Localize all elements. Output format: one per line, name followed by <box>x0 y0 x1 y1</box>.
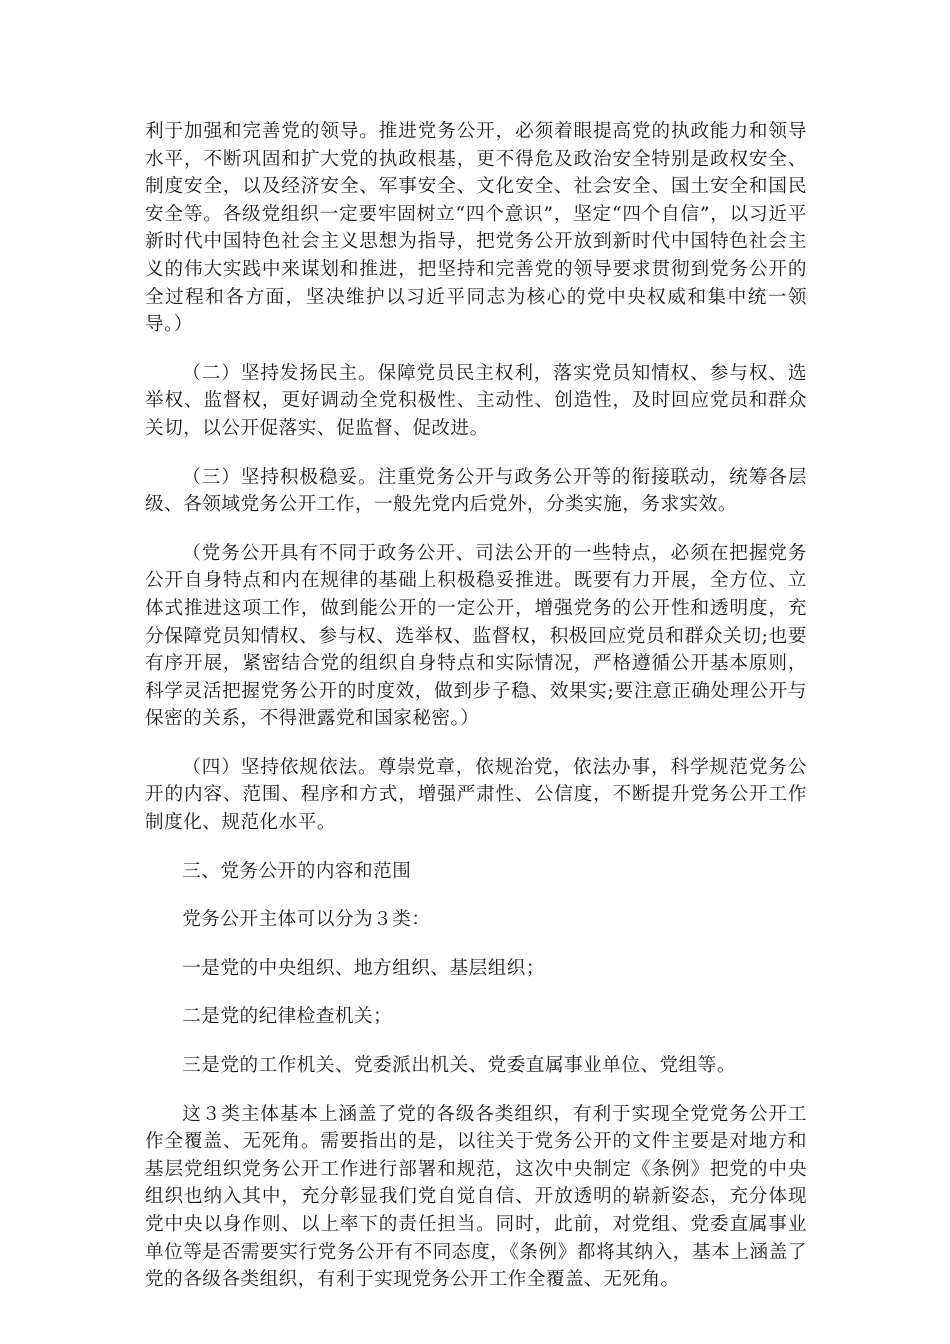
paragraph-gap <box>145 1031 807 1052</box>
paragraph-gap <box>145 733 807 754</box>
paragraph-gap <box>145 885 807 906</box>
paragraph-subjects-summary: 这３类主体基本上涵盖了党的各级各类组织，有利于实现全党党务公开工作全覆盖、无死角。需要指出的是，以往关于党务公开的文件主要是对地方和基层党组织党务公开工作进行部署和规范，这次中央制定《条例》把党的中央组织也纳入其中，充分彰显我们党自觉自信、开放透明的崭新姿态，充分体现党中央以身作则、以上率下的责任担当。同时，此前，对党组、党委直属事业单位等是否需要实行党务公开有不同态度，《条例》都将其纳入，基本上涵盖了党的各级各类组织，有利于实现党务公开工作全覆盖、无死角。 <box>145 1103 807 1291</box>
paragraph-principle-3-note: （党务公开具有不同于政务公开、司法公开的一些特点，必须在把握党务公开自身特点和内在规律的基础上积极稳妥推进。既要有力开展，全方位、立体式推进这项工作，做到能公开的一定公开，增强党务的公开性和透明度，充分保障党员知情权、参与权、选举权、监督权，积极回应党员和群众关切;也要有序开展，紧密结合党的组织自身特点和实际情况，严格遵循公开基本原则，科学灵活把握党务公开的时度效，做到步子稳、效果实;要注意正确处理公开与保密的关系，不得泄露党和国家秘密。） <box>145 542 807 730</box>
list-item-subject-3: 三是党的工作机关、党委派出机关、党委直属事业单位、党组等。 <box>182 1055 736 1077</box>
paragraph-gap <box>145 982 807 1003</box>
document-page <box>145 118 807 1294</box>
paragraph-principle-3: （三）坚持积极稳妥。注重党务公开与政务公开等的衔接联动，统筹各层级、各领域党务公开工作，一般先党内后党外，分类实施，务求实效。 <box>145 466 807 516</box>
paragraph-principle-2: （二）坚持发扬民主。保障党员民主权利，落实党员知情权、参与权、选举权、监督权，更好调动全党积极性、主动性、创造性，及时回应党员和群众关切，以公开促落实、促监督、促改进。 <box>145 362 807 439</box>
list-item-subject-1: 一是党的中央组织、地方组织、基层组织； <box>182 957 545 979</box>
list-item-subject-2: 二是党的纪律检查机关； <box>182 1006 393 1028</box>
paragraph-gap <box>145 519 807 540</box>
paragraph-subjects-intro: 党务公开主体可以分为３类： <box>182 909 431 931</box>
paragraph-continuation: 利于加强和完善党的领导。推进党务公开，必须着眼提高党的执政能力和领导水平，不断巩固和扩大党的执政根基，更不得危及政治安全特别是政权安全、制度安全，以及经济安全、军事安全、文化安全、社会安全、国土安全和国民安全等。各级党组织一定要牢固树立“四个意识”，坚定“四个自信”，以习近平新时代中国特色社会主义思想为指导，把党务公开放到新时代中国特色社会主义的伟大实践中来谋划和推进，把坚持和完善党的领导要求贯彻到党务公开的全过程和各方面，坚决维护以习近平同志为核心的党中央权威和集中统一领导。） <box>145 121 807 336</box>
paragraph-gap <box>145 837 807 858</box>
paragraph-gap <box>145 1080 807 1101</box>
section-heading: 三、党务公开的内容和范围 <box>182 860 412 882</box>
paragraph-gap <box>145 443 807 464</box>
paragraph-gap <box>145 339 807 360</box>
paragraph-principle-4: （四）坚持依规依法。尊崇党章，依规治党，依法办事，科学规范党务公开的内容、范围、程序和方式，增强严肃性、公信度，不断提升党务公开工作制度化、规范化水平。 <box>145 756 807 834</box>
paragraph-gap <box>145 934 807 955</box>
